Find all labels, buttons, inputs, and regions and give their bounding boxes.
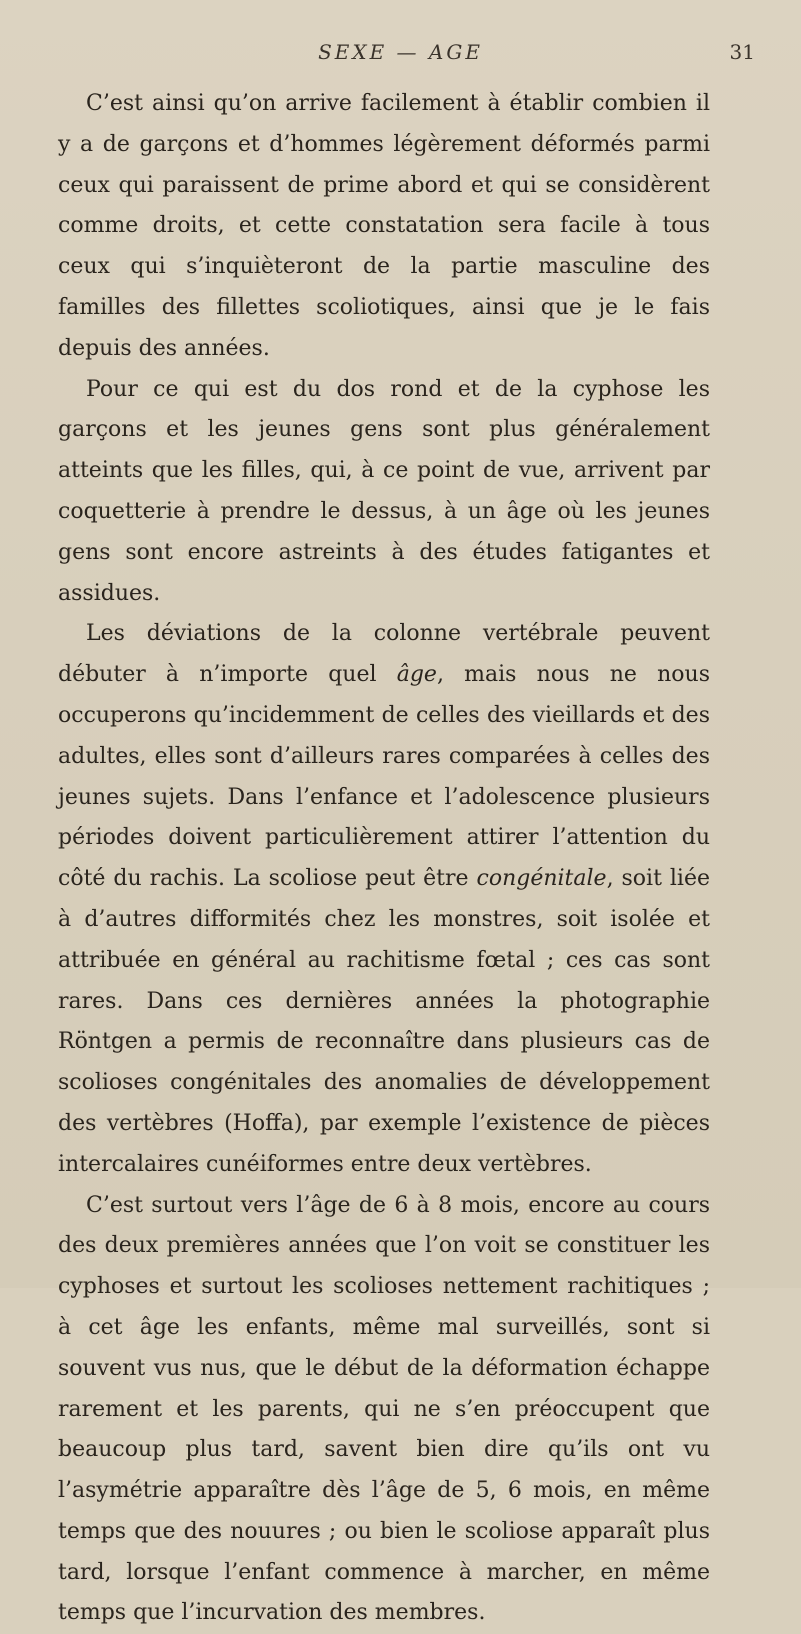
paragraph-3 bbox=[58, 614, 710, 1185]
running-head: SEXE — AGE bbox=[318, 40, 483, 64]
paragraph-1: C’est ainsi qu’on arrive facilement à établir combien il y a de garçons et d’hommes légèrement déformés parmi ceux qui paraissent de prime abord et qui se considèrent comme droits, et cette constatation sera facile à tous ceux qui s’inquièteront de la partie masculine des familles des fillettes scoliotiques, ainsi que je le fais depuis des années. bbox=[58, 91, 710, 361]
page-header bbox=[0, 40, 801, 70]
italic-congenitale: congénitale bbox=[476, 866, 607, 892]
paragraph-3-part-2: , mais nous ne nous occuperons qu’incidemment de celles des vieillards et des adultes, elles sont d’ailleurs rares comparées à celles des jeunes sujets. Dans l’enfance et l’adolescence plusieurs périodes doivent particulièrement attirer l’attention du côté du rachis. La scoliose peut être bbox=[58, 662, 710, 892]
body-text bbox=[58, 84, 710, 1634]
paragraph-3-part-3: , soit liée à d’autres difformités chez les monstres, soit isolée et attribuée en général au rachitisme fœtal ; ces cas sont rares. Dans ces dernières années la photographie Röntgen a permis de reconnaître dans plusieurs cas de scolioses congénitales des anomalies de développement des vertèbres (Hoffa), par exemple l’existence de pièces intercalaires cunéiformes entre deux vertèbres. bbox=[58, 866, 710, 1177]
page-number: 31 bbox=[729, 40, 755, 64]
italic-age: âge bbox=[396, 662, 437, 688]
paragraph-3-part-1: Les déviations de la colonne vertébrale peuvent débuter à n’importe quel bbox=[58, 621, 710, 688]
paragraph-2: Pour ce qui est du dos rond et de la cyphose les garçons et les jeunes gens sont plus généralement atteints que les filles, qui, à ce point de vue, arrivent par coquetterie à prendre le dessus, à un âge où les jeunes gens sont encore astreints à des études fatigantes et assidues. bbox=[58, 376, 710, 606]
paragraph-4: C’est surtout vers l’âge de 6 à 8 mois, encore au cours des deux premières années que l’on voit se constituer les cyphoses et surtout les scolioses nettement rachitiques ; à cet âge les enfants, même mal surveillés, sont si souvent vus nus, que le début de la déformation échappe rarement et les parents, qui ne s’en préoccupent que beaucoup plus tard, savent bien dire qu’ils ont vu l’asymétrie apparaître dès l’âge de 5, 6 mois, en même temps que des nouures ; ou bien le scoliose apparaît plus tard, lorsque l’enfant commence à marcher, en même temps que l’incurvation des membres. bbox=[58, 1192, 710, 1626]
